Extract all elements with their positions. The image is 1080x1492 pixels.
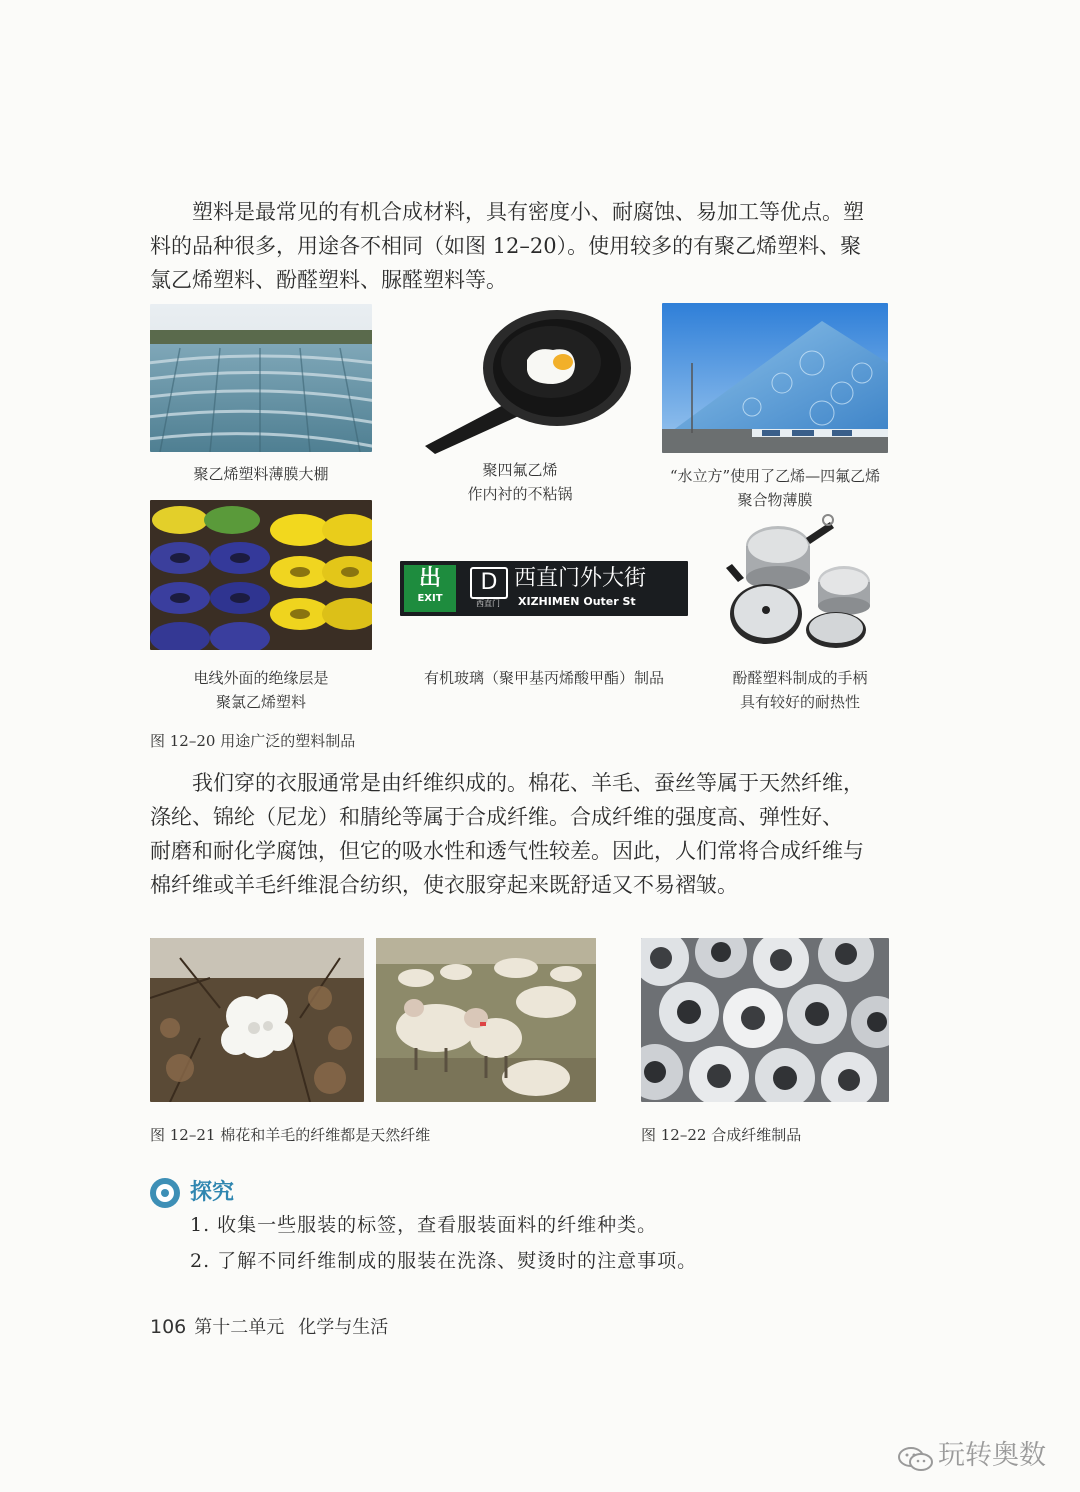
station-small-label: 西直门	[476, 599, 500, 608]
street-name-en: XIZHIMEN Outer St	[518, 595, 636, 608]
figure-caption: 有机玻璃（聚甲基丙烯酸甲酯）制品	[423, 669, 664, 687]
topic-label: 化学与生活	[298, 1317, 389, 1338]
paragraph-plastics	[150, 195, 900, 297]
page-footer	[150, 1314, 388, 1341]
figure-caption: “水立方”使用了乙烯—四氟乙烯 聚合物薄膜	[669, 467, 881, 509]
text-line: 耐磨和耐化学腐蚀，但它的吸水性和透气性较差。因此，人们常将合成纤维与	[150, 839, 864, 863]
nonstick-pan-photo	[405, 306, 635, 456]
explore-item: 2. 了解不同纤维制成的服装在洗涤、熨烫时的注意事项。	[190, 1250, 698, 1272]
cotton-photo	[150, 938, 364, 1102]
pots-photo	[726, 510, 876, 650]
text-line: 氯乙烯塑料、酚醛塑料、脲醛塑料等。	[150, 268, 507, 292]
street-name-cn: 西直门外大街	[514, 566, 647, 591]
water-cube-photo	[662, 303, 888, 453]
explore-target-icon	[150, 1178, 180, 1208]
text-line: 塑料是最常见的有机合成材料，具有密度小、耐腐蚀、易加工等优点。塑	[192, 200, 864, 224]
unit-label: 第十二单元	[194, 1317, 285, 1338]
sheep-photo	[376, 938, 596, 1102]
figure-caption: 电线外面的绝缘层是 聚氯乙烯塑料	[193, 669, 329, 711]
figure-12-22-caption: 图 12–22 合成纤维制品	[641, 1126, 802, 1144]
figure-caption: 聚四氟乙烯 作内衬的不粘锅	[467, 461, 573, 503]
explore-item: 1. 收集一些服装的标签，查看服装面料的纤维种类。	[190, 1214, 658, 1236]
wechat-icon	[898, 1446, 934, 1472]
figure-12-21-caption: 图 12–21 棉花和羊毛的纤维都是天然纤维	[150, 1126, 431, 1144]
paragraph-fibers	[150, 766, 900, 902]
text-line: 棉纤维或羊毛纤维混合纺织，使衣服穿起来既舒适又不易褶皱。	[150, 873, 738, 897]
exit-en: EXIT	[417, 593, 443, 604]
exit-char: 出	[418, 566, 441, 591]
explore-title: 探究	[190, 1180, 235, 1205]
text-line: 料的品种很多，用途各不相同（如图 12–20）。使用较多的有聚乙烯塑料、聚	[150, 234, 862, 258]
figure-caption: 酚醛塑料制成的手柄 具有较好的耐热性	[732, 669, 868, 711]
subway-exit-sign	[400, 561, 688, 616]
page-number: 106	[150, 1316, 187, 1338]
exit-letter-box	[470, 567, 508, 599]
text-line: 涤纶、锦纶（尼龙）和腈纶等属于合成纤维。合成纤维的强度高、弹性好、	[150, 805, 843, 829]
watermark-text: 玩转奥数	[938, 1440, 1046, 1471]
greenhouse-photo	[150, 304, 372, 452]
exit-letter: D	[480, 570, 498, 595]
synthetic-fiber-photo	[641, 938, 889, 1102]
figure-12-20-caption: 图 12–20 用途广泛的塑料制品	[150, 732, 356, 750]
figure-caption: 聚乙烯塑料薄膜大棚	[193, 465, 329, 483]
exit-badge	[404, 565, 456, 612]
text-line: 我们穿的衣服通常是由纤维织成的。棉花、羊毛、蚕丝等属于天然纤维，	[192, 771, 864, 795]
wire-coils-photo	[150, 500, 372, 650]
